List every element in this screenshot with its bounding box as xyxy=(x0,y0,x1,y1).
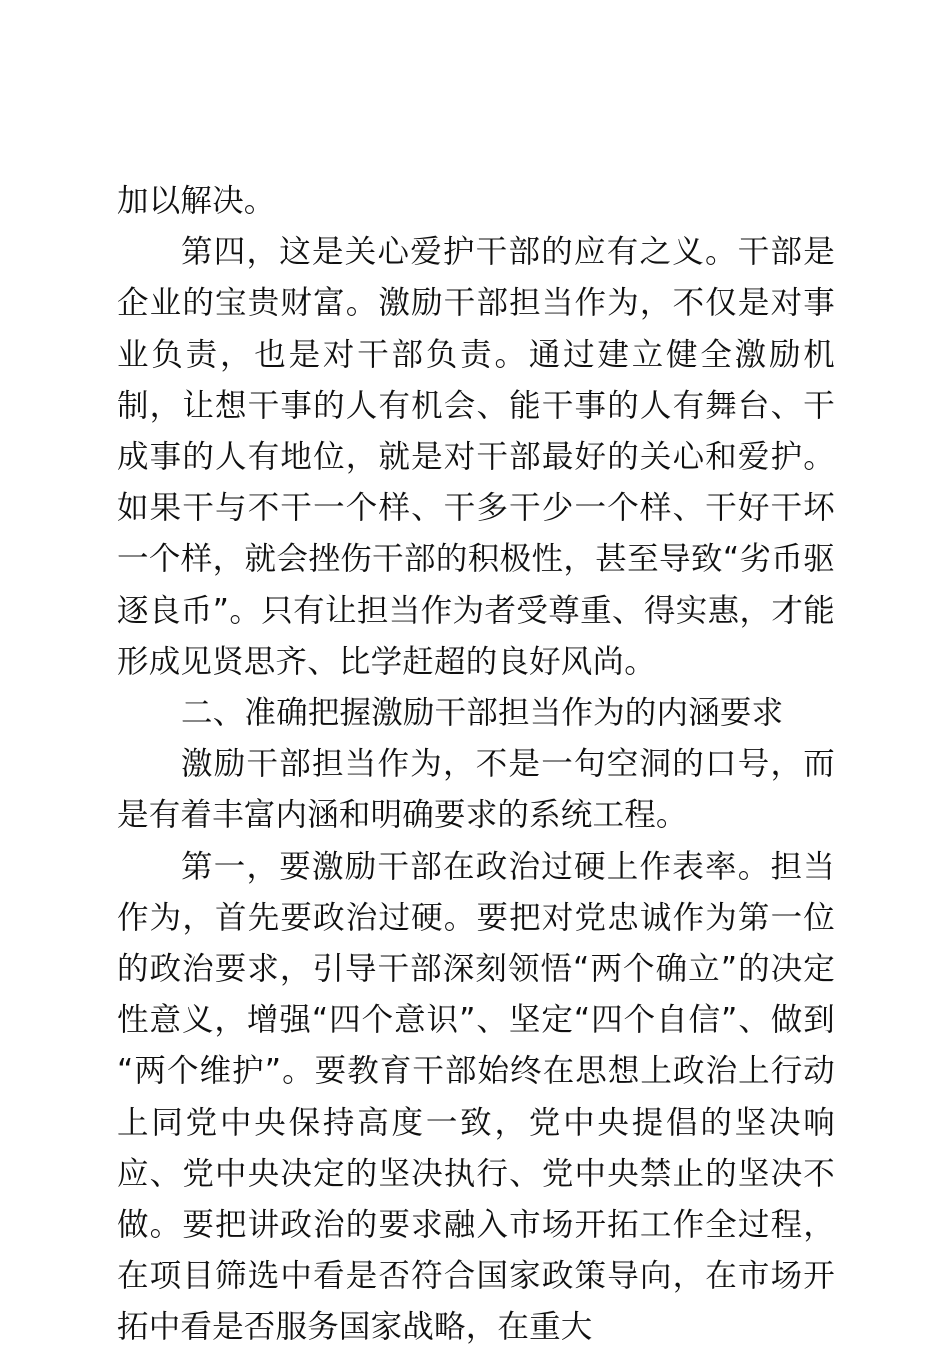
section-heading-two: 二、准确把握激励干部担当作为的内涵要求 xyxy=(181,695,784,732)
paragraph-fourth-point: 第四，这是关心爱护干部的应有之义。干部是企业的宝贵财富。激励干部担当作为，不仅是对事业负责，也是对干部负责。通过建立健全激励机制，让想干事的人有机会、能干事的人有舞台、干成事的人有地位，就是对干部最好的关心和爱护。如果干与不干一个样、干多干少一个样、干好干坏一个样，就会挫伤干部的积极性，甚至导致“劣币驱逐良币”。只有让担当作为者受尊重、得实惠，才能形成见贤思齐、比学赶超的良好风尚。 xyxy=(117,234,835,680)
document-text-column xyxy=(117,176,835,1354)
paragraph-section-two-intro: 激励干部担当作为，不是一句空洞的口号，而是有着丰富内涵和明确要求的系统工程。 xyxy=(117,746,835,834)
paragraph-continuation: 加以解决。 xyxy=(117,183,276,219)
paragraph-first-point: 第一，要激励干部在政治过硬上作表率。担当作为，首先要政治过硬。要把对党忠诚作为第一位的政治要求，引导干部深刻领悟“两个确立”的决定性意义，增强“四个意识”、坚定“四个自信”、做到“两个维护”。要教育干部始终在思想上政治上行动上同党中央保持高度一致，党中央提倡的坚决响应、党中央决定的坚决执行、党中央禁止的坚决不做。要把讲政治的要求融入市场开拓工作全过程，在项目筛选中看是否符合国家政策导向，在市场开拓中看是否服务国家战略，在重大 xyxy=(117,848,835,1346)
